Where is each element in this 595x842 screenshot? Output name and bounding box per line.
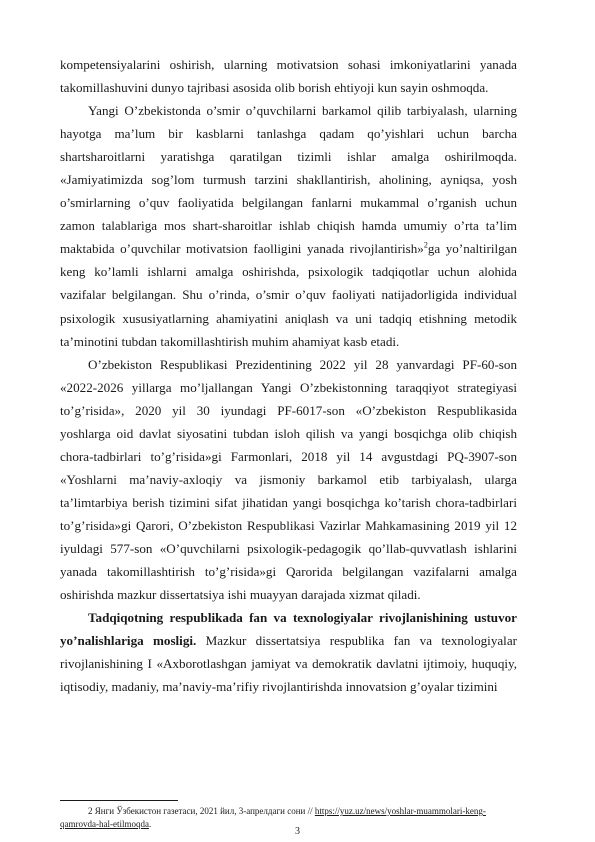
paragraph-yangi-uzbekiston: [60, 99, 517, 353]
footnote-end: .: [148, 818, 152, 829]
paragraph-priority-directions: [60, 606, 517, 698]
page-number: 3: [295, 826, 300, 837]
paragraph-continuation: kompetensiyalarini oshirish, ularning motivatsion sohasi imkoniyatlarini yanada takomillashuvini dunyo tajribasi asosida olib borish ehtiyoji kun sayin oshmoqda.: [60, 57, 517, 96]
paragraph-legal-acts: O’zbekiston Respublikasi Prezidentining 2022 yil 28 yanvardagi PF-60-son «2022-2026 yillarga mo’ljallangan Yangi O’zbekistonning taraqqiyot strategiyasi to’g’risida», 2020 yil 30 iyundagi PF-6017-son «O’zbekiston Respublikasida yoshlarga oid davlat siyosatini tubdan isloh qilish va yangi bosqichga olib chiqish chora-tadbirlari to’g’risida»gi Farmonlari, 2018 yil 14 avgustdagi PQ-3907-son «Yoshlarni ma’naviy-axloqiy va jismoniy barkamol etib tarbiyalash, ularga ta’limtarbiya berish tizimini sifat jihatidan yangi bosqichga ko’tarish chora-tadbirlari to’g’risida»gi Qarori, O’zbekiston Respublikasi Vazirlar Mahkamasining 2019 yil 12 iyuldagi 577-son «O’quvchilarni psixologik-pedagogik qo’llab-quvvatlash ishlarini yanada takomillashtirish to’g’risida»gi Qarorida belgilangan vazifalarni amalga oshirishda mazkur dissertatsiya ishi muayyan darajada xizmat qiladi.: [60, 356, 517, 603]
paragraph-text-before-ref: Yangi O’zbekistonda o’smir o’quvchilarni barkamol qilib tarbiyalash, ularning hayotga ma’lum bir kasblarni tanlashga qadam qo’yishlari uchun barcha shartsharoitlarni yaratishga qaratilgan tizimli ishlar amalga oshirilmoqda. «Jamiyatimizda sog’lom turmush tarzini shakllantirish, aholining, ayniqsa, yosh o’smirlarning o’quv faoliyatida belgilangan fanlarni mukammal o’rganish uchun zamon talablariga mos shart-sharoitlar ishlab chiqish hamda umumiy o’rta ta’lim maktabida o’quvchilar motivatsion faolligini yanada rivojlantirish»: [60, 103, 517, 257]
footnote-separator: [60, 800, 178, 801]
footnote-number: 2: [88, 806, 93, 816]
body-text: [60, 53, 517, 698]
paragraph-text-after-ref: ga yo’naltirilgan keng ko’lamli ishlarni amalga oshirishda, psixologik tadqiqotlar uchun alohida vazifalar belgilangan. Shu o’rinda, o’smir o’quv faoliyati natijadorligida individual psixologik xususiyatlarning ahamiyatini aniqlash va uni tadqiq etishning metodik ta’minotini tubdan takomillashtirish muhim ahamiyat kasb etadi.: [60, 241, 518, 349]
footnote-link[interactable]: https://yuz.uz/news/yoshlar-muammolari-keng-qamrovda-hal-etilmoqda: [60, 806, 486, 829]
footnote-text: Янги Ўзбекистон газетаси, 2021 йил, 3-апрелдаги сони //: [92, 806, 315, 816]
section-heading-inline: Tadqiqotning respublikada fan va texnologiyalar rivojlanishining ustuvor yo’nalishlariga mosligi.: [60, 610, 517, 649]
paragraph-text: Mazkur dissertatsiya respublika fan va texnologiyalar rivojlanishining I «Axborotlashgan jamiyat va demokratik davlatni ijtimoiy, huquqiy, iqtisodiy, madaniy, ma’naviy-ma’rifiy rivojlantirishda innovatsion g’oyalar tizimini: [60, 633, 517, 695]
footnote-reference[interactable]: 2: [423, 241, 428, 251]
